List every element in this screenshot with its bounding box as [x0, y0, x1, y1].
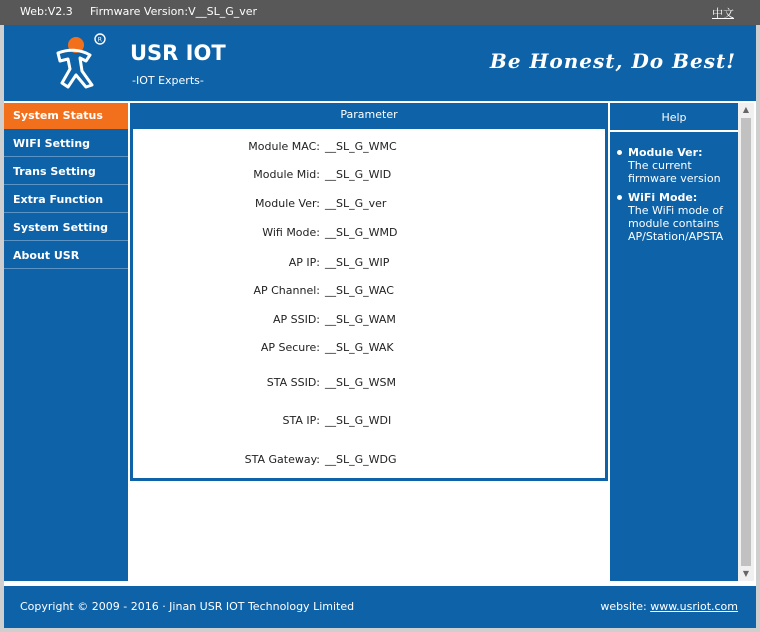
scroll-down-icon[interactable]: ▼: [742, 569, 750, 578]
help-term: Module Ver:: [628, 146, 703, 159]
parameter-panel: [130, 103, 608, 481]
parameter-row: [133, 195, 605, 213]
help-list: [610, 132, 738, 243]
parameter-row: [133, 311, 605, 329]
parameter-label: STA SSID:: [266, 376, 320, 389]
sidebar-item-system-status[interactable]: System Status: [4, 103, 128, 129]
website-label: website:: [600, 600, 647, 613]
slogan: Be Honest, Do Best!: [489, 49, 736, 73]
parameter-label: AP SSID:: [272, 313, 320, 326]
parameter-value: __SL_G_WMC: [325, 140, 397, 153]
scrollbar-thumb[interactable]: [741, 118, 751, 566]
website-info: [600, 600, 738, 613]
help-panel: [610, 103, 738, 581]
parameter-label: Module Mid:: [253, 168, 320, 181]
scroll-up-icon[interactable]: ▲: [742, 105, 750, 114]
svg-text:R: R: [97, 36, 102, 44]
parameter-label: Module MAC:: [248, 140, 320, 153]
sidebar-item-wifi-setting[interactable]: WIFI Setting: [4, 131, 128, 157]
parameter-panel-title: Parameter: [340, 108, 398, 121]
copyright-text: Copyright © 2009 - 2016 · Jinan USR IOT Technology Limited: [20, 600, 355, 613]
parameter-value: __SL_G_WAM: [325, 313, 396, 326]
parameter-row: [133, 282, 605, 300]
parameter-value: __SL_G_WMD: [325, 226, 398, 239]
vertical-scrollbar[interactable]: [738, 103, 754, 581]
parameter-value: __SL_G_ver: [325, 197, 387, 210]
parameter-label: Module Ver:: [255, 197, 320, 210]
help-description: The WiFi mode of module contains AP/Station/APSTA: [628, 204, 724, 243]
parameter-label: AP IP:: [288, 256, 320, 269]
parameter-row: [133, 166, 605, 184]
parameter-value: __SL_G_WDG: [325, 453, 397, 466]
sidebar: [4, 103, 128, 581]
header: [4, 25, 756, 101]
sidebar-item-trans-setting[interactable]: Trans Setting: [4, 159, 128, 185]
logo-icon: [46, 31, 110, 93]
language-link[interactable]: 中文: [712, 7, 734, 20]
parameter-label: STA IP:: [282, 414, 320, 427]
brand-name: USR IOT: [130, 41, 226, 65]
parameter-list: [133, 129, 605, 478]
parameter-row: [133, 412, 605, 430]
sidebar-item-about-usr[interactable]: About USR: [4, 243, 128, 269]
parameter-value: __SL_G_WDI: [325, 414, 392, 427]
sidebar-item-system-setting[interactable]: System Setting: [4, 215, 128, 241]
parameter-value: __SL_G_WSM: [325, 376, 396, 389]
parameter-value: __SL_G_WIP: [325, 256, 390, 269]
parameter-label: STA Gateway:: [244, 453, 320, 466]
parameter-value: __SL_G_WAK: [325, 341, 394, 354]
help-term: WiFi Mode:: [628, 191, 698, 204]
parameter-row: [133, 138, 605, 156]
parameter-row: [133, 339, 605, 357]
sidebar-item-extra-function[interactable]: Extra Function: [4, 187, 128, 213]
parameter-value: __SL_G_WAC: [325, 284, 394, 297]
firmware-version: Firmware Version:V__SL_G_ver: [90, 5, 258, 18]
help-description: The current firmware version: [628, 159, 721, 185]
parameter-row: [133, 224, 605, 242]
website-link[interactable]: www.usriot.com: [650, 600, 738, 613]
parameter-label: Wifi Mode:: [262, 226, 320, 239]
page-frame: [4, 25, 756, 628]
footer: [4, 586, 756, 628]
top-bar: [0, 0, 760, 25]
web-version: Web:V2.3: [20, 5, 73, 18]
parameter-label: AP Channel:: [253, 284, 320, 297]
help-panel-title: Help: [610, 103, 738, 132]
parameter-label: AP Secure:: [260, 341, 320, 354]
parameter-value: __SL_G_WID: [325, 168, 392, 181]
brand-subtitle: -IOT Experts-: [132, 74, 204, 87]
parameter-row: [133, 254, 605, 272]
parameter-row: [133, 374, 605, 392]
help-item: [628, 191, 734, 243]
parameter-row: [133, 451, 605, 469]
help-item: [628, 146, 734, 185]
